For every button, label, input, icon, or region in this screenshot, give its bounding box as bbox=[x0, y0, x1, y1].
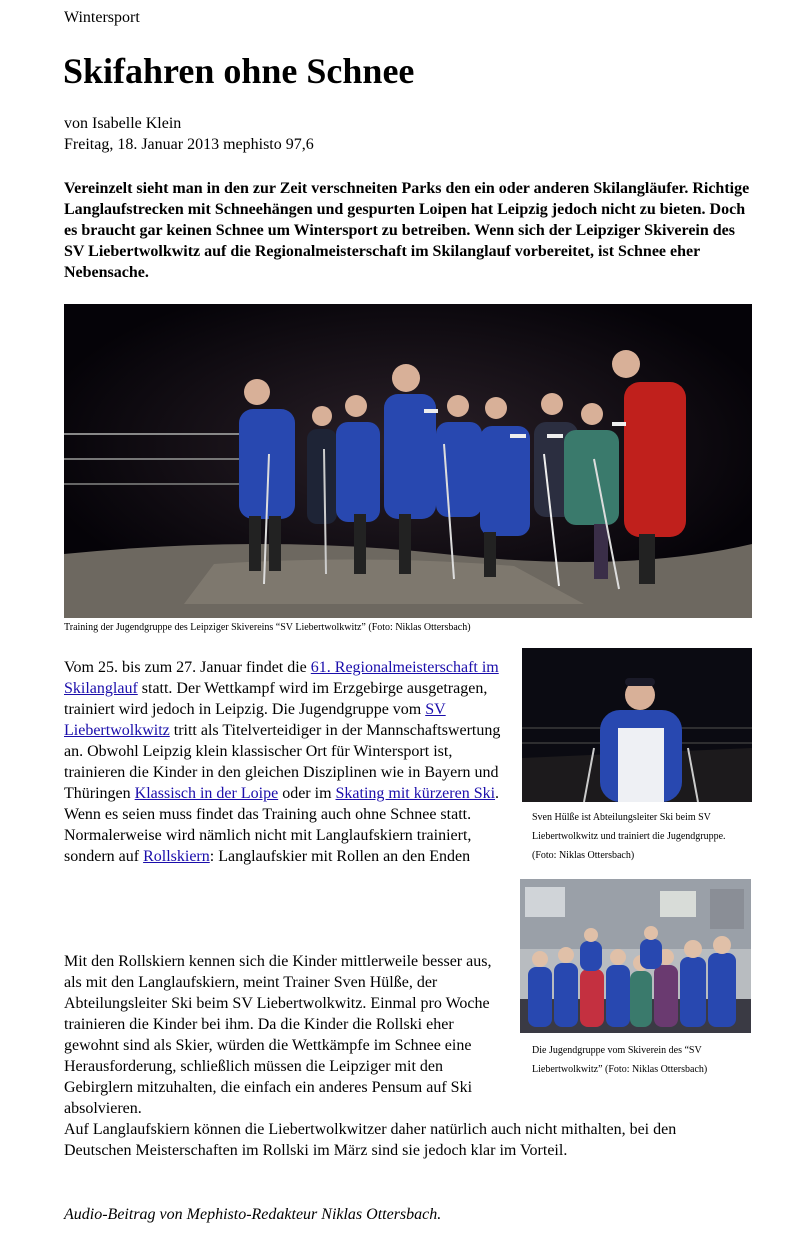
side-photo-trainer-caption: Sven Hülße ist Abteilungsleiter Ski beim SV Liebertwolkwitz und trainiert die Jugendgruppe. (Foto: Niklas Ottersbach) bbox=[532, 812, 726, 861]
side-photo-youth-group bbox=[520, 879, 751, 1033]
link-klassisch-in-der-loipe[interactable]: Klassisch in der Loipe bbox=[134, 785, 279, 802]
body-paragraph-2: Mit den Rollskiern kennen sich die Kinder mittlerweile besser aus, als mit den Langlaufskiern, meint Trainer Sven Hülße, der Abteilungsleiter Ski beim SV Liebertwolkwitz. Einmal pro Woche trainieren die Kinder bei ihm. Da die Kinder die Rollski eher gewohnt sind als Skier, würden die Wettkämpfe im Schnee eine Herausforderung, schließlich müssen die Leipziger mit den Gebirglern mitzuhalten, die einfach ein anderes Pensum auf Ski absolvieren. bbox=[64, 953, 492, 1117]
para1-text-4: oder im bbox=[278, 785, 336, 802]
para1-text-1: Vom 25. bis zum 27. Januar findet die bbox=[64, 659, 311, 676]
para1-text-5: . Wenn es seien muss findet das Training auch ohne Schnee statt. Normalerweise wird nämlich nicht mit Langlaufskiern trainiert, sondern auf bbox=[64, 785, 500, 865]
para1-text-2: statt. Der Wettkampf wird im Erzgebirge ausgetragen, trainiert wird jedoch in Leipzig. Die Jugendgruppe vom bbox=[64, 680, 488, 718]
link-skating[interactable]: Skating mit kürzeren Ski bbox=[335, 785, 496, 802]
article-author: von Isabelle Klein bbox=[64, 115, 182, 132]
article-title: Skifahren ohne Schnee bbox=[63, 51, 415, 91]
article-category: Wintersport bbox=[64, 9, 140, 26]
body-paragraph-1 bbox=[64, 657, 504, 867]
link-sv-liebertwolkwitz[interactable]: SV Liebertwolkwitz bbox=[64, 701, 446, 739]
side-photo-youth-group-caption: Die Jugendgruppe vom Skiverein des “SV Liebertwolkwitz” (Foto: Niklas Ottersbach) bbox=[532, 1045, 708, 1075]
audio-credit: Audio-Beitrag von Mephisto-Redakteur Niklas Ottersbach. bbox=[64, 1206, 442, 1223]
para1-text-3: tritt als Titelverteidiger in der Mannschaftswertung an. Obwohl Leipzig klein klassischer Ort für Wintersport ist, trainieren die Kinder in den gleichen Disziplinen wie in Bayern und Thüringen bbox=[64, 722, 501, 802]
article-dateline: Freitag, 18. Januar 2013 mephisto 97,6 bbox=[64, 136, 314, 153]
article-lead: Vereinzelt sieht man in den zur Zeit verschneiten Parks den ein oder anderen Skilangläufer. Richtige Langlaufstrecken mit Schneehängen und gespurten Loipen hat Leipzig jedoch nicht zu bieten. Doch es braucht gar keinen Schnee um Wintersport zu betreiben. Wenn sich der Leipziger Skiverein des SV Liebertwolkwitz auf die Regionalmeisterschaft im Skilanglauf vorbereitet, ist Schnee eher Nebensache. bbox=[64, 180, 750, 281]
side-photo-trainer bbox=[522, 648, 752, 802]
link-rollskiern[interactable]: Rollskiern bbox=[143, 848, 210, 865]
body-paragraph-3: Auf Langlaufskiern können die Liebertwolkwitzer daher natürlich auch nicht mithalten, bei den Deutschen Meisterschaften im Rollski im März sind sie jedoch klar im Vorteil. bbox=[64, 1121, 677, 1159]
link-regionalmeisterschaft[interactable]: 61. Regionalmeisterschaft im Skilanglauf bbox=[64, 659, 499, 697]
main-photo-caption: Training der Jugendgruppe des Leipziger Skivereins “SV Liebertwolkwitz” (Foto: Niklas Ottersbach) bbox=[64, 622, 471, 633]
para1-text-6: : Langlaufskier mit Rollen an den Enden bbox=[209, 848, 471, 865]
main-photo-ski-training-group bbox=[64, 304, 752, 618]
